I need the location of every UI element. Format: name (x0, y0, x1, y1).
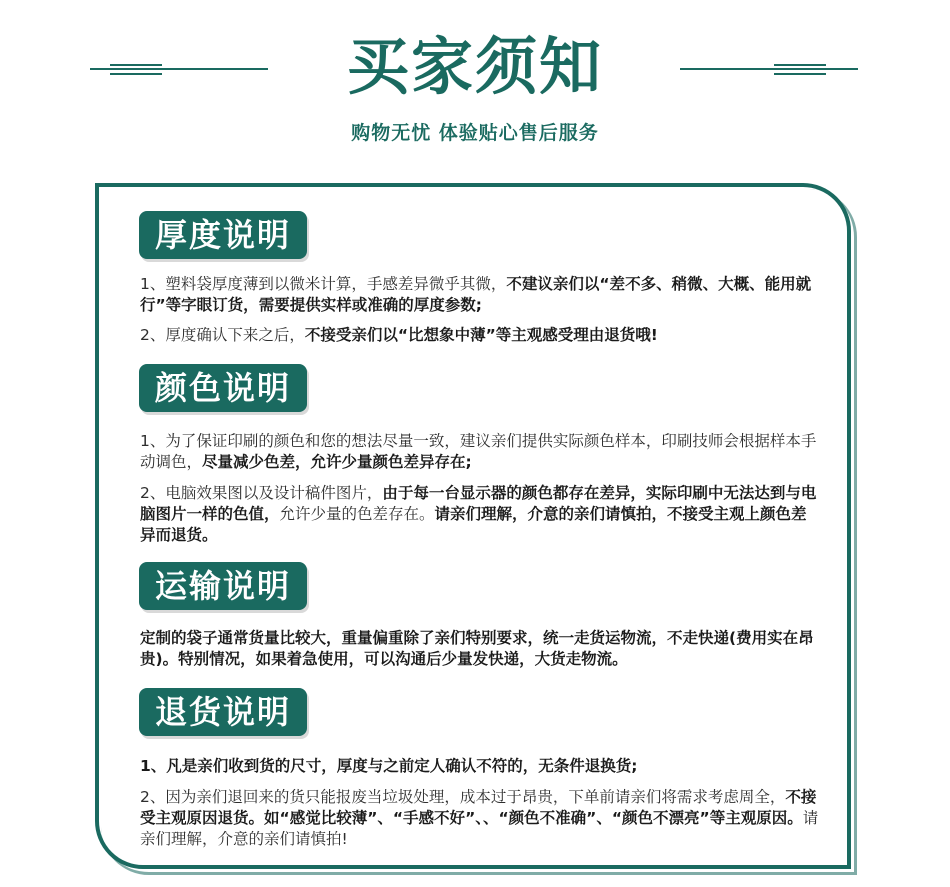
shipping-paragraph-1 (140, 628, 820, 670)
page-subtitle: 购物无忧 体验贴心售后服务 (351, 122, 599, 144)
page-title: 买家须知 (346, 30, 603, 103)
returns-paragraph-2 (140, 787, 820, 850)
section-heading-shipping: 运输说明 (139, 562, 307, 610)
header (0, 0, 950, 180)
thickness-paragraph-2 (140, 325, 820, 346)
text-bold: 由于每一台显示器的颜色都存在差异，实际印刷中无法达到与电脑图片一样的色值， (140, 484, 817, 523)
text-normal: 2、电脑效果图以及设计稿件图片， (140, 484, 383, 502)
text-bold: 不建议亲们以“差不多、稍微、大概、能用就行”等字眼订货，需要提供实样或准确的厚度参数; (140, 275, 812, 314)
text-bold: 请亲们理解，介意的亲们请慎拍，不接受主观上颜色差异而退货。 (140, 505, 807, 544)
text-normal: 1、塑料袋厚度薄到以微米计算，手感差异微乎其微， (140, 275, 507, 293)
text-bold: 不接受亲们以“比想象中薄”等主观感受理由退货哦! (304, 326, 658, 344)
text-normal: 请亲们理解，介意的亲们请慎拍! (140, 809, 819, 848)
text-bold: 尽量减少色差，允许少量颜色差异存在; (202, 453, 472, 471)
returns-paragraph-1 (140, 756, 820, 777)
section-heading-color: 颜色说明 (139, 364, 307, 412)
text-bold: 1、凡是亲们收到货的尺寸，厚度与之前定人确认不符的，无条件退换货; (140, 757, 638, 775)
text-normal: 1、为了保证印刷的颜色和您的想法尽量一致，建议亲们提供实际颜色样本，印刷技师会根据样本手动调色， (140, 432, 817, 471)
text-normal: 2、因为亲们退回来的货只能报废当垃圾处理，成本过于昂贵，下单前请亲们将需求考虑周全， (140, 788, 786, 806)
text-bold: 不接受主观原因退货。如“感觉比较薄”、“手感不好”、、“颜色不准确”、“颜色不漂亮”等主观原因。 (140, 788, 817, 827)
color-paragraph-2 (140, 483, 820, 546)
text-bold: 定制的袋子通常货量比较大，重量偏重除了亲们特别要求，统一走货运物流，不走快递(费用实在昂贵)。特别情况，如果着急使用，可以沟通后少量发快递，大货走物流。 (140, 629, 814, 668)
section-heading-returns: 退货说明 (139, 688, 307, 736)
color-paragraph-1 (140, 431, 820, 473)
text-normal: 允许少量的色差存在。 (279, 505, 435, 523)
text-normal: 2、厚度确认下来之后， (140, 326, 305, 344)
thickness-paragraph-1 (140, 274, 820, 316)
section-heading-thickness: 厚度说明 (139, 211, 307, 259)
